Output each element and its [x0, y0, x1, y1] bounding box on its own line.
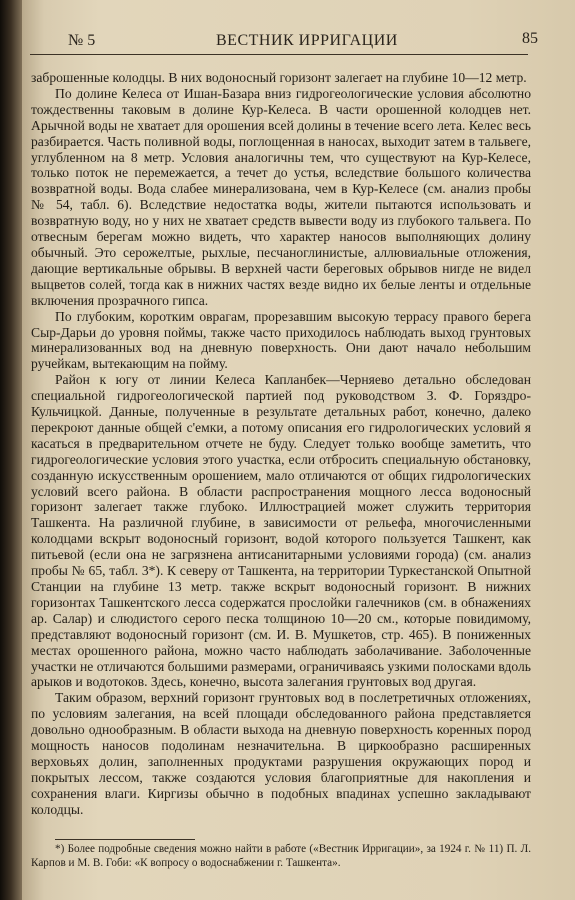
paragraph-1: заброшенные колодцы. В них водоносный горизонт залегает на глубине 10—12 метр.: [31, 70, 527, 85]
paragraph-4: Район к югу от линии Келеса Капланбек—Черняево детально обследован специальной гидрогеологической партией под руководством З. Ф. Горяздро-Кульчицкой. Данные, полученные в результате детальных работ, конечно, далеко перекроют данные общей с'емки, а потому описания его гидрологических условий я касаться в предварительном отчете не буду. Следует только вообще заметить, что гидрогеологические условия этого участка, если отбросить специальную обстановку, созданную искусственным орошением, мало отличаются от общих гидрологических условий всего района. В области распространения мощного лесса водоносный горизонт залегает также глубоко. Иллюстрацией может служить территория Ташкента. На различной глубине, в зависимости от рельефа, многочисленными колодцами вскрыт водоносный горизонт, водой которого пользуется Ташкент, как питьевой (если она не загрязнена антисанитарными условиями города) (см. анализ пробы № 65, табл. 3*). К северу от Ташкента, на территории Туркестанской Опытной Станции на глубине 13 метр. также вскрыт водоносный горизонт. В нижних горизонтах Ташкентского лесса содержатся прослойки галечников (см. в обнажениях ар. Салар) и слюдистого серого песка толщиною 10—20 см., которые повидимому, представляют водоносный горизонт (см. И. В. Мушкетов, стр. 465). В пониженных местах орошенного района, можно часто наблюдать заболачивание. Заболоченные участки не отличаются большими размерами, ограничиваясь узкими полосками вдоль арыков и водотоков. Здесь, конечно, высота залегания грунтовых вод другая.: [31, 372, 531, 690]
footnote-rule: [55, 839, 195, 840]
issue-number: № 5: [68, 32, 96, 49]
header-rule: [30, 54, 528, 55]
journal-title: ВЕСТНИК ИРРИГАЦИИ: [216, 32, 398, 49]
paragraph-2: По долине Келеса от Ишан-Базара вниз гидрогеологические условия абсолютно тождественны таковым в долине Кур-Келеса. В части орошенной колодцев нет. Арычной воды не хватает для орошения всей долины в течение всего лета. Келес весь разбирается. Часть поливной воды, поглощенная в наносах, выходит затем в тальвеге, углубленном на 8 метр. Условия аналогичны тем, что существуют на Кур-Келесе, только поток не перемежается, а течет до устья, вследствие большого количества возвратной воды. Вода слабее минерализована, чем в Кур-Келесе (см. анализ пробы № 54, табл. 6). Вследствие недостатка воды, жители пытаются использовать и возвратную воду, но у них не хватает средств вывести воду из глубокого тальвега. По отвесным берегам можно видеть, что характер наносов выполняющих долину обычный. Это серожелтые, рыхлые, песчаноглинистые, аллювиальные отложения, дающие вертикальные обрывы. В верхней части береговых обрывов нигде не видел выцветов солей, тогда как в нижних частях везде видно их белые ленты и отдельные включения прозрачного гипса.: [31, 85, 531, 308]
book-spine-shadow: [0, 0, 24, 900]
footnote: *) Более подробные сведения можно найти в работе («Вестник Ирригации», за 1924 г. № 11) П. Л. Карпов и М. В. Гоби: «К вопросу о водоснабжении г. Ташкента».: [31, 843, 531, 869]
paragraph-5: Таким образом, верхний горизонт грунтовых вод в послетретичных отложениях, по условиям залегания, на всей площади обследованного района представляется довольно однообразным. В области выхода на дневную поверхность коренных пород мощность наносов подолинам незначительна. В циркообразно расширенных верховьях долин, заполненных продуктами разрушения окружающих пород и покрытых лессом, также создаются условия благоприятные для накопления и сохранения влаги. Киргизы обычно в подобных впадинах успешно закладывают колодцы.: [31, 690, 531, 817]
page-number: 85: [522, 30, 538, 47]
paragraph-3: По глубоким, коротким оврагам, прорезавшим высокую террасу правого берега Сыр-Дарьи до уровня поймы, также часто приходилось наблюдать выход грунтовых минерализованных вод на дневную поверхность. Они дают начало небольшим ручейкам, вытекающим на пойму.: [31, 308, 531, 372]
running-header: [46, 32, 546, 54]
article-body: [31, 70, 531, 818]
